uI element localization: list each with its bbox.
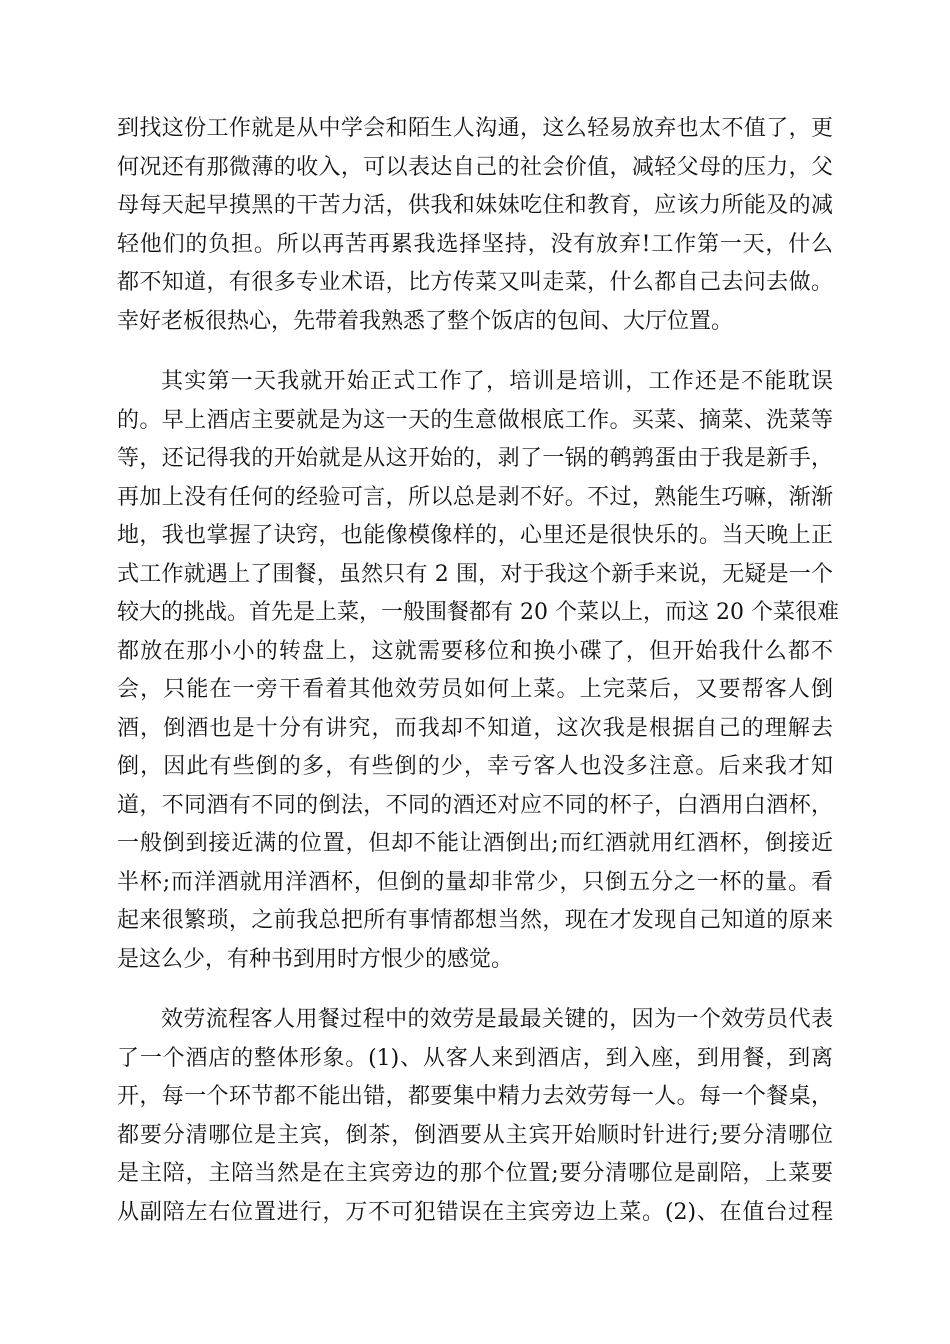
text-line: 较大的挑战。首先是上菜，一般围餐都有 20 个菜以上，而这 20 个菜很难: [117, 600, 839, 625]
text-line: 的。早上酒店主要就是为这一天的生意做根底工作。买菜、摘菜、洗菜等: [117, 407, 833, 433]
text-line: 都要分清哪位是主宾，倒茶，倒酒要从主宾开始顺时针进行;要分清哪位: [117, 1122, 833, 1148]
text-line: 母每天起早摸黑的干苦力活，供我和妹妹吃住和教育，应该力所能及的减: [117, 193, 833, 218]
text-line: 一般倒到接近满的位置，但却不能让酒倒出;而红酒就用红酒杯，倒接近: [117, 831, 833, 856]
text-line: 是主陪，主陪当然是在主宾旁边的那个位置;要分清哪位是副陪，上菜要: [117, 1161, 833, 1186]
text-line: 幸好老板很热心，先带着我熟悉了整个饭店的包间、大厅位置。: [117, 308, 734, 334]
text-line: 到找这份工作就是从中学会和陌生人沟通，这么轻易放弃也太不值了，更: [117, 116, 833, 141]
text-line: 轻他们的负担。所以再苦再累我选择坚持，没有放弃!工作第一天，什么: [117, 231, 833, 257]
text-line: 效劳流程客人用餐过程中的效劳是最最关键的，因为一个效劳员代表: [161, 1007, 833, 1032]
text-line: 半杯;而洋酒就用洋酒杯，但倒的量却非常少，只倒五分之一杯的量。看: [117, 869, 833, 895]
text-line: 起来很繁琐，之前我总把所有事情都想当然，现在才发现自己知道的原来: [117, 908, 833, 933]
text-line: 等，还记得我的开始就是从这开始的，剥了一锅的鹌鹑蛋由于我是新手，: [117, 446, 833, 471]
text-line: 是这么少，有种书到用时方恨少的感觉。: [117, 946, 514, 972]
text-line: 了一个酒店的整体形象。(1)、从客人来到酒店，到入座，到用餐，到离: [117, 1045, 833, 1071]
text-line: 酒，倒酒也是十分有讲究，而我却不知道，这次我是根据自己的理解去: [117, 715, 833, 741]
text-line: 再加上没有任何的经验可言，所以总是剥不好。不过，熟能生巧嘛，渐渐: [117, 484, 833, 510]
document-body: [117, 110, 839, 1232]
paragraph-3: [117, 1001, 833, 1232]
text-line: 其实第一天我就开始正式工作了，培训是培训，工作还是不能耽误: [161, 369, 833, 394]
text-line: 式工作就遇上了围餐，虽然只有 2 围，对于我这个新手来说，无疑是一个: [117, 561, 833, 587]
text-line: 从副陪左右位置进行，万不可犯错误在主宾旁边上菜。(2)、在值台过程: [117, 1199, 833, 1225]
text-line: 地，我也掌握了诀窍，也能像模像样的，心里还是很快乐的。当天晚上正: [117, 523, 833, 548]
text-line: 开，每一个环节都不能出错，都要集中精力去效劳每一人。每一个餐桌，: [117, 1084, 833, 1109]
text-line: 道，不同酒有不同的倒法，不同的酒还对应不同的杯子，白酒用白酒杯，: [117, 792, 833, 818]
text-line: 都放在那小小的转盘上，这就需要移位和换小碟了，但开始我什么都不: [117, 638, 833, 664]
text-line: 会，只能在一旁干看着其他效劳员如何上菜。上完菜后，又要帮客人倒: [117, 677, 833, 702]
paragraph-1: [117, 110, 833, 341]
paragraph-2: [117, 363, 839, 979]
text-line: 倒，因此有些倒的多，有些倒的少，幸亏客人也没多注意。后来我才知: [117, 754, 833, 779]
text-line: 都不知道，有很多专业术语，比方传菜又叫走菜，什么都自己去问去做。: [117, 270, 833, 295]
text-line: 何况还有那微薄的收入，可以表达自己的社会价值，减轻父母的压力，父: [117, 154, 833, 180]
